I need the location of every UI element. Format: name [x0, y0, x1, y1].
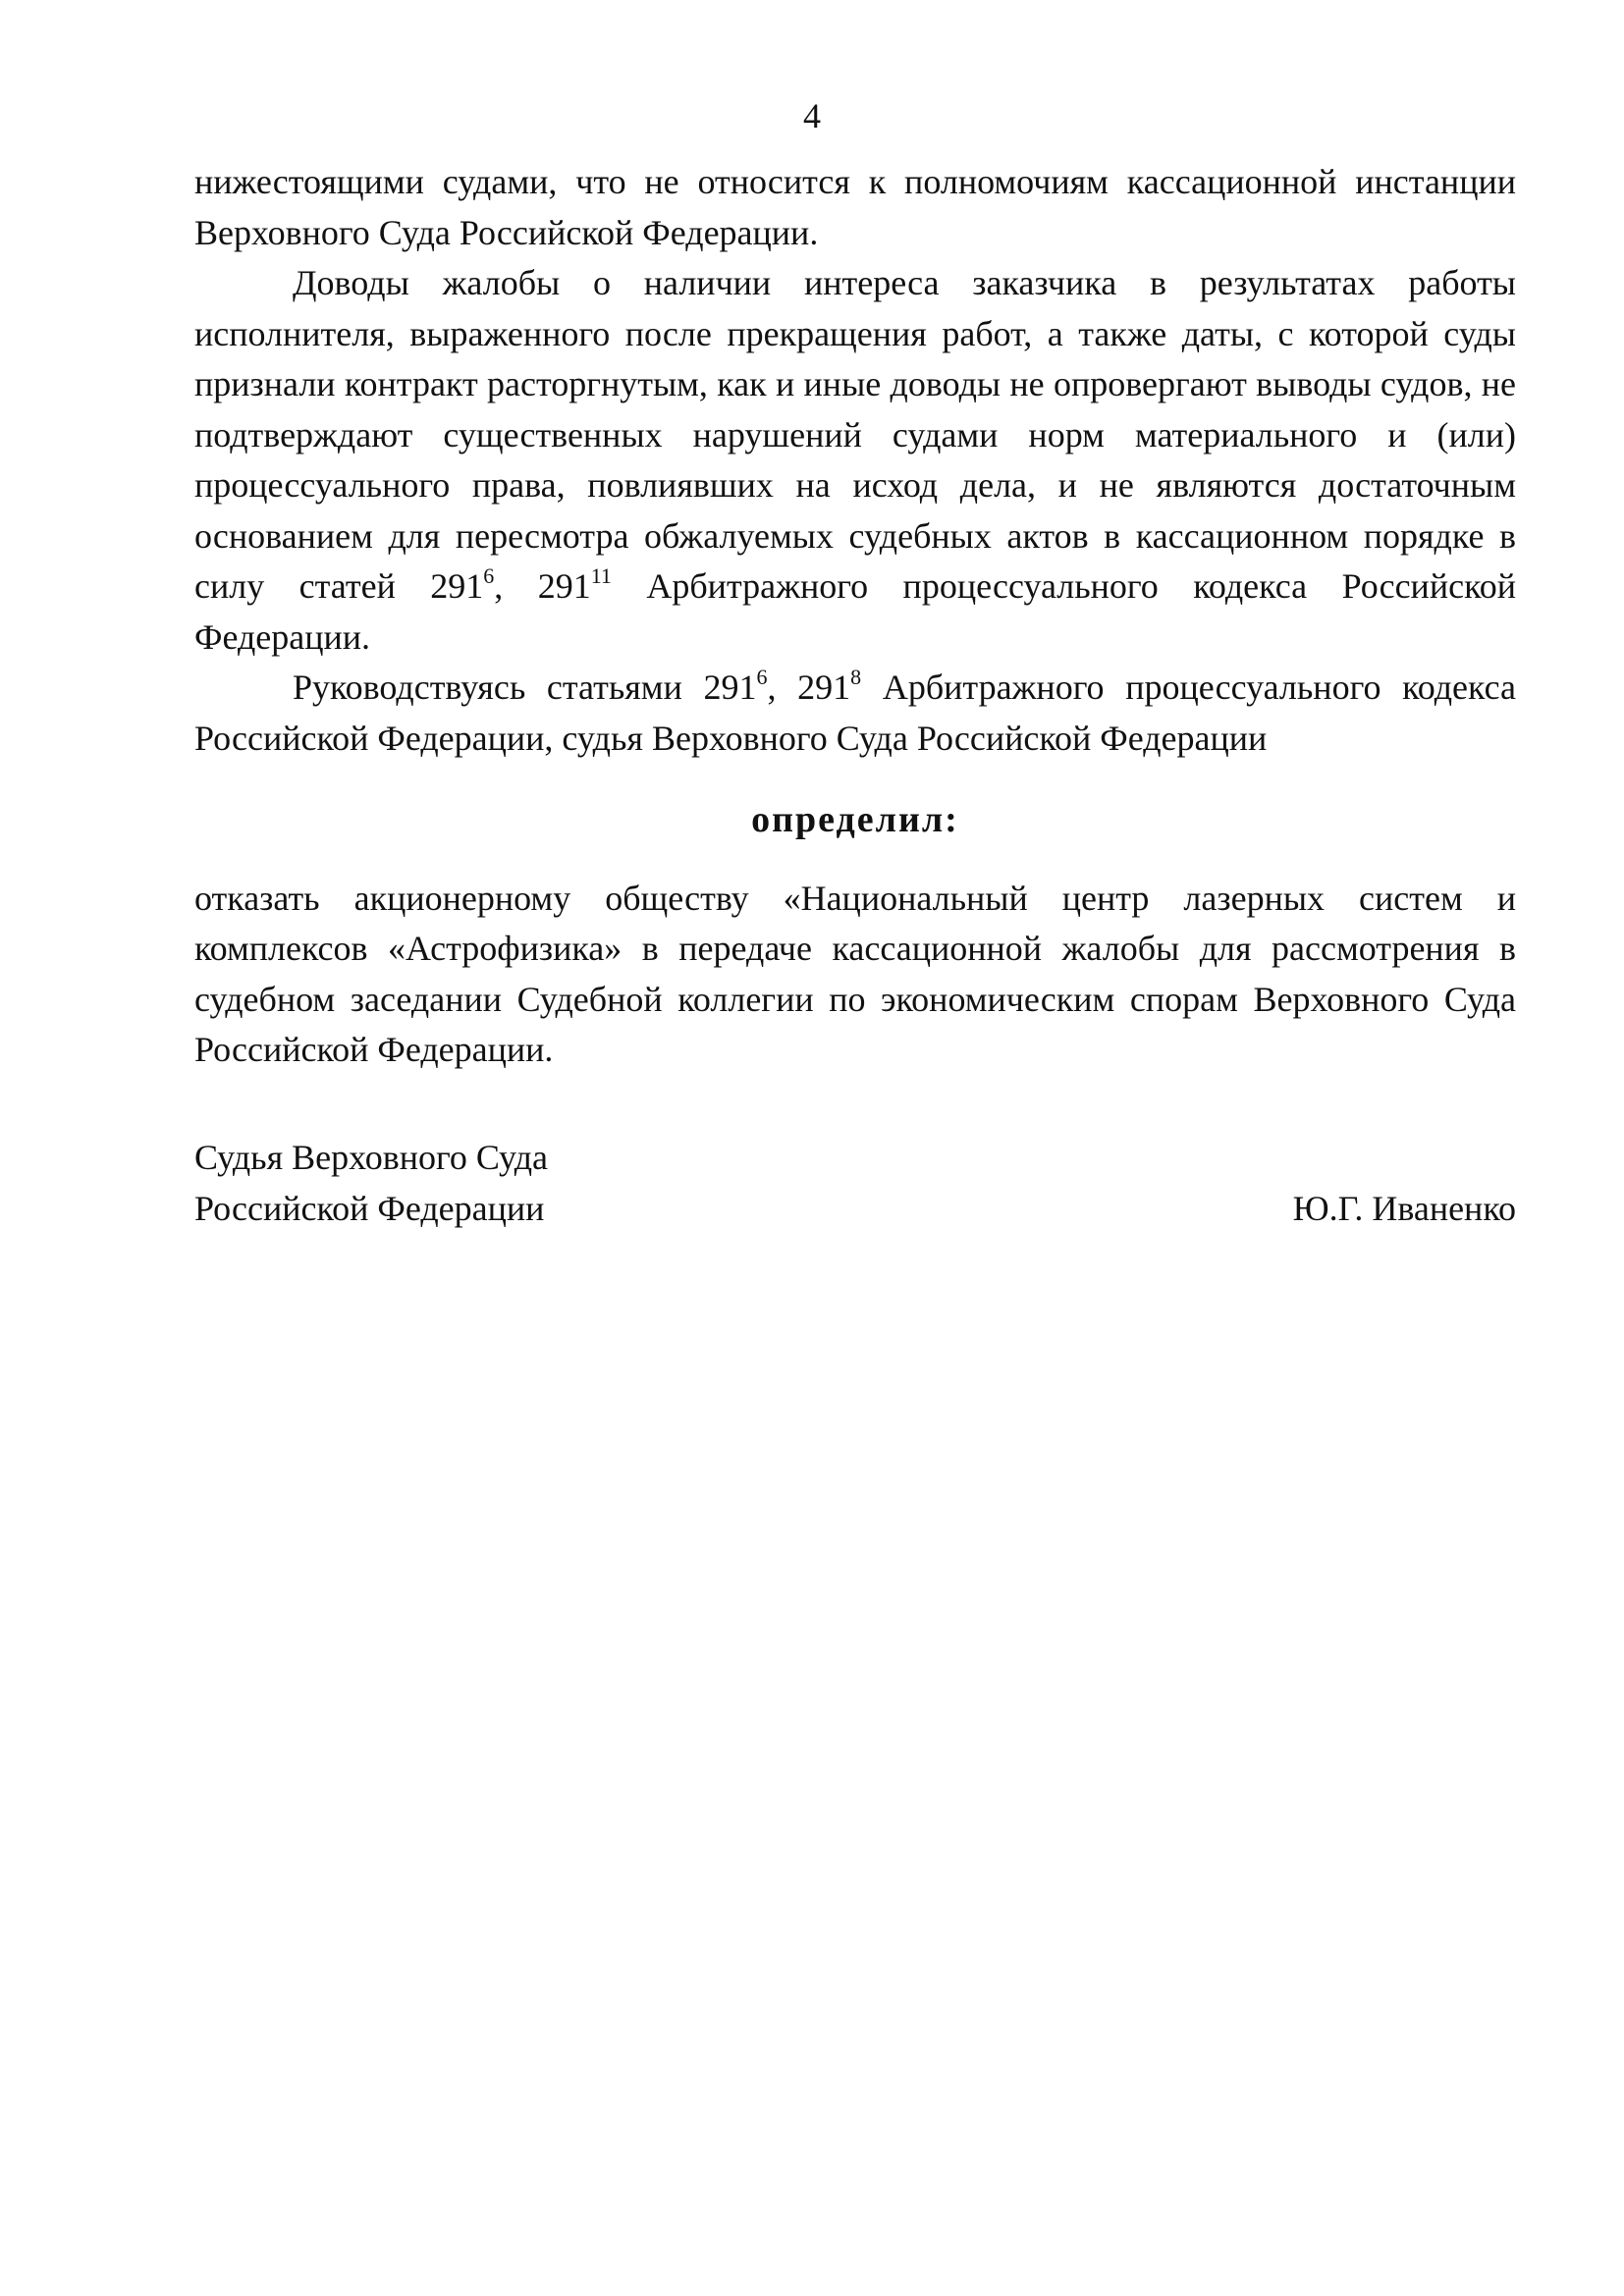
superscript: 6 — [756, 665, 768, 689]
paragraph-2-text-b: , 291 — [494, 566, 591, 606]
paragraph-3 — [194, 663, 1516, 764]
paragraph-3-text-c: Арбитражного процессуального кодекса Российской Федерации, судья Верховного Суда Российской Федерации — [194, 667, 1516, 758]
paragraph-3-text-b: , 291 — [767, 667, 851, 707]
superscript: 6 — [483, 563, 495, 588]
superscript: 8 — [850, 665, 862, 689]
page-number: 4 — [803, 96, 821, 135]
signature-title-line-2: Российской Федерации — [194, 1188, 545, 1228]
ruling-heading: определил: — [751, 799, 959, 840]
paragraph-4: отказать акционерному обществу «Национальный центр лазерных систем и комплексов «Астрофизика» в передаче кассационной жалобы для рассмотрения в судебном заседании Судебной коллегии по экономическим спорам Верховного Суда Российской Федерации. — [194, 878, 1516, 1069]
paragraph-2 — [194, 258, 1516, 663]
paragraph-2-text-a: Доводы жалобы о наличии интереса заказчика в результатах работы исполнителя, выраженного после прекращения работ, а также даты, с которой суды признали контракт расторгнутым, как и иные доводы не опровергают выводы судов, не подтверждают существенных нарушений судами норм материального и (или) процессуального права, повлиявших на исход дела, и не являются достаточным основанием для пересмотра обжалуемых судебных актов в кассационном порядке в силу статей 291 — [194, 263, 1516, 606]
paragraph-2-text-c: Арбитражного процессуального кодекса Российской Федерации. — [194, 566, 1516, 657]
signature-row — [194, 1184, 1516, 1235]
superscript: 11 — [590, 563, 612, 588]
document-body — [194, 157, 1516, 1076]
judge-name: Ю.Г. Иваненко — [1292, 1188, 1516, 1228]
signature-block — [194, 1133, 1516, 1234]
paragraph-1: нижестоящими судами, что не относится к полномочиям кассационной инстанции Верховного Суда Российской Федерации. — [194, 162, 1516, 252]
paragraph-3-text-a: Руководствуясь статьями 291 — [293, 667, 757, 707]
signature-title-line-1: Судья Верховного Суда — [194, 1138, 549, 1177]
